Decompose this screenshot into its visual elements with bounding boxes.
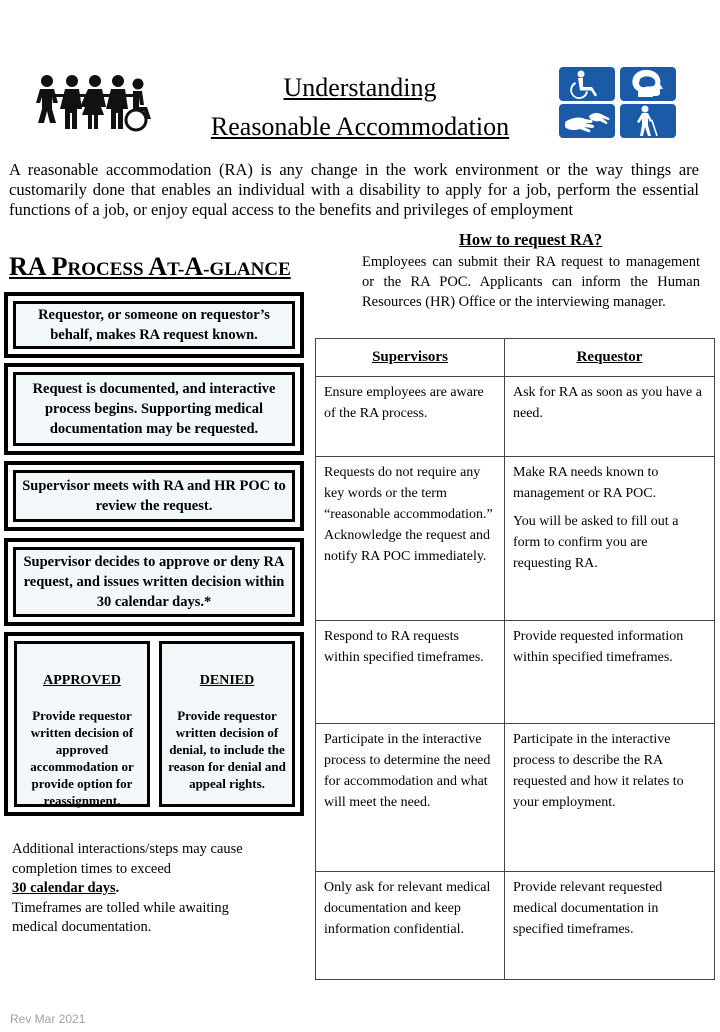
approved-box [14,641,150,807]
note-bold-days: 30 calendar days [12,880,116,896]
supervisor-cell: Requests do not require any key words or the term “reasonable accommodation.” Acknowledge the request and notify RA POC immediately. [316,457,505,621]
table-row [316,457,715,621]
process-step-text: Supervisor decides to approve or deny RA request, and issues written decision within 30 calendar days.* [13,547,295,617]
supervisor-cell: Only ask for relevant medical documentation and keep information confidential. [316,872,505,980]
timeframe-note: Additional interactions/steps may cause completion times to exceed 30 calendar days. Timeframes are tolled while awaiting medical documentation. [12,841,243,935]
requestor-cell: Provide relevant requested medical documentation in specified timeframes. [505,872,715,980]
table-header-supervisors: Supervisors [316,339,505,377]
process-step-text: Requestor, or someone on requestor’s behalf, makes RA request known. [13,301,295,349]
supervisor-cell: Ensure employees are aware of the RA process. [316,377,505,457]
process-step-1 [4,292,304,358]
requestor-cell: Provide requested information within specified timeframes. [505,621,715,724]
approved-text: Provide requestor written decision of approved accommodation or provide option for reassignment. [30,708,134,808]
denied-box [159,641,295,807]
table-row [316,724,715,872]
blind-cane-icon [620,104,676,138]
intro-paragraph: A reasonable accommodation (RA) is any change in the work environment or the way things are customarily done that enables an individual with a disability to apply for a job, perform the essential functions of a job, or enjoy equal access to the benefits and privileges of employment [9,160,699,219]
supervisor-cell: Respond to RA requests within specified timeframes. [316,621,505,724]
approved-heading: APPROVED [43,673,121,688]
outcome-boxes [4,632,304,816]
brain-head-icon [620,67,676,101]
howto-title: How to request RA? [459,230,603,249]
wheelchair-icon [559,67,615,101]
table-row [316,377,715,457]
howto-text: Employees can submit their RA request to management or the RA POC. Applicants can inform the Human Resources (HR) Office or the interviewing manager. [362,254,700,310]
revision-label: Rev Mar 2021 [10,1012,86,1026]
sign-language-icon [559,104,615,138]
people-group-icon [34,72,152,134]
process-step-4 [4,538,304,626]
requestor-cell: Participate in the interactive process to describe the RA requested and how it relates to your employment. [505,724,715,872]
requestor-cell: Make RA needs known to management or RA POC. You will be asked to fill out a form to confirm you are requesting RA. [505,457,715,621]
table-row [316,621,715,724]
page-title-line1: Understanding [283,73,437,102]
supervisor-cell: Participate in the interactive process to determine the need for accommodation and what will meet the need. [316,724,505,872]
process-step-text: Request is documented, and interactive process begins. Supporting medical documentation may be requested. [13,372,295,446]
table-header-requestor: Requestor [505,339,715,377]
process-heading: RA PROCESS AT-A-GLANCE [9,252,291,281]
denied-text: Provide requestor written decision of denial, to include the reason for denial and appeal rights. [168,708,286,791]
requestor-cell: Ask for RA as soon as you have a need. [505,377,715,457]
denied-heading: DENIED [199,673,255,688]
process-step-3 [4,461,304,531]
responsibilities-table [315,338,715,980]
table-row [316,872,715,980]
page-title-line2: Reasonable Accommodation [210,112,510,141]
process-step-2 [4,363,304,455]
process-step-text: Supervisor meets with RA and HR POC to review the request. [13,470,295,522]
